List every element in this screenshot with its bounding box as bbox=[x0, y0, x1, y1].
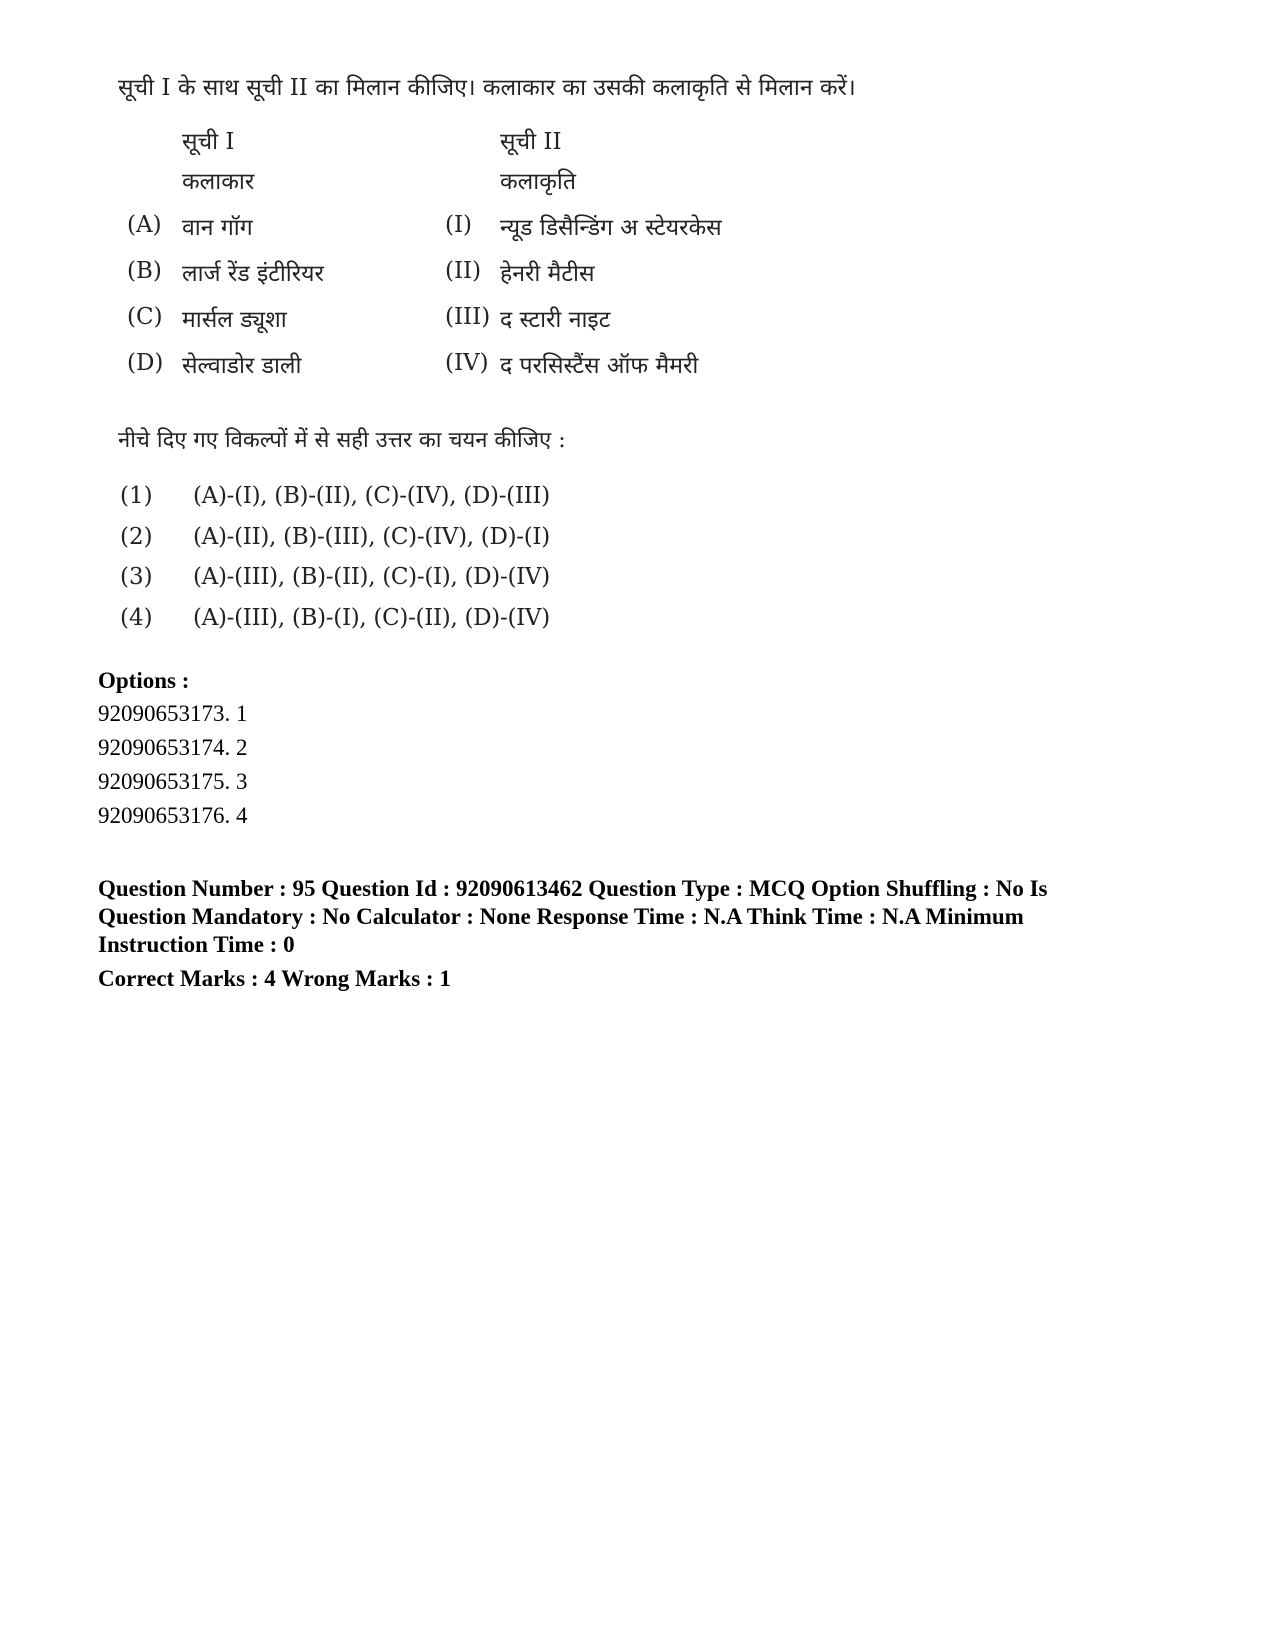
option-item: 92090653173. 1 bbox=[98, 701, 248, 726]
list2-item-label: (IV) bbox=[445, 350, 489, 376]
list1-item-label: (C) bbox=[127, 304, 163, 330]
option-item: 92090653174. 2 bbox=[98, 735, 248, 760]
choice-number: (2) bbox=[120, 524, 153, 550]
question-info-line: Question Mandatory : No Calculator : None Response Time : N.A Think Time : N.A Minimum bbox=[98, 904, 1024, 929]
list2-item-text: द स्टारी नाइट bbox=[500, 307, 611, 333]
list2-item-text: हेनरी मैटीस bbox=[500, 261, 595, 287]
list2-subtitle: कलाकृति bbox=[500, 169, 576, 195]
list1-item-text: वान गॉग bbox=[182, 215, 253, 241]
list2-item-text: द परसिस्टैंस ऑफ मैमरी bbox=[500, 353, 699, 379]
list2-title: सूची II bbox=[500, 129, 562, 155]
list1-item-label: (D) bbox=[127, 350, 164, 376]
list1-item-text: मार्सल ड्यूशा bbox=[182, 307, 287, 333]
choice-number: (1) bbox=[120, 483, 153, 509]
question-info-line: Question Number : 95 Question Id : 92090613462 Question Type : MCQ Option Shuffling : No Is bbox=[98, 876, 1048, 901]
option-item: 92090653175. 3 bbox=[98, 769, 248, 794]
option-item: 92090653176. 4 bbox=[98, 803, 248, 828]
list1-item-text: लार्ज रेंड इंटीरियर bbox=[182, 261, 324, 287]
list2-item-label: (I) bbox=[445, 212, 473, 238]
choice-text: (A)-(II), (B)-(III), (C)-(IV), (D)-(I) bbox=[193, 524, 550, 550]
choice-text: (A)-(III), (B)-(I), (C)-(II), (D)-(IV) bbox=[193, 605, 550, 631]
list2-item-text: न्यूड डिसैन्डिंग अ स्टेयरकेस bbox=[500, 215, 722, 241]
list2-item-label: (II) bbox=[445, 258, 482, 284]
list1-item-text: सेल्वाडोर डाली bbox=[182, 353, 302, 379]
marks-line: Correct Marks : 4 Wrong Marks : 1 bbox=[98, 966, 451, 991]
choice-text: (A)-(I), (B)-(II), (C)-(IV), (D)-(III) bbox=[193, 483, 550, 509]
options-heading: Options : bbox=[98, 668, 190, 693]
question-instruction: सूची I के साथ सूची II का मिलान कीजिए। कलाकार का उसकी कलाकृति से मिलान करें। bbox=[118, 75, 856, 101]
list1-subtitle: कलाकार bbox=[182, 169, 255, 195]
choice-number: (3) bbox=[120, 564, 153, 590]
choose-instruction: नीचे दिए गए विकल्पों में से सही उत्तर का चयन कीजिए : bbox=[118, 428, 566, 453]
list2-item-label: (III) bbox=[445, 304, 491, 330]
list1-item-label: (A) bbox=[127, 212, 162, 238]
choice-number: (4) bbox=[120, 605, 153, 631]
list1-title: सूची I bbox=[182, 129, 235, 155]
question-info-line: Instruction Time : 0 bbox=[98, 932, 295, 957]
list1-item-label: (B) bbox=[127, 258, 162, 284]
choice-text: (A)-(III), (B)-(II), (C)-(I), (D)-(IV) bbox=[193, 564, 550, 590]
